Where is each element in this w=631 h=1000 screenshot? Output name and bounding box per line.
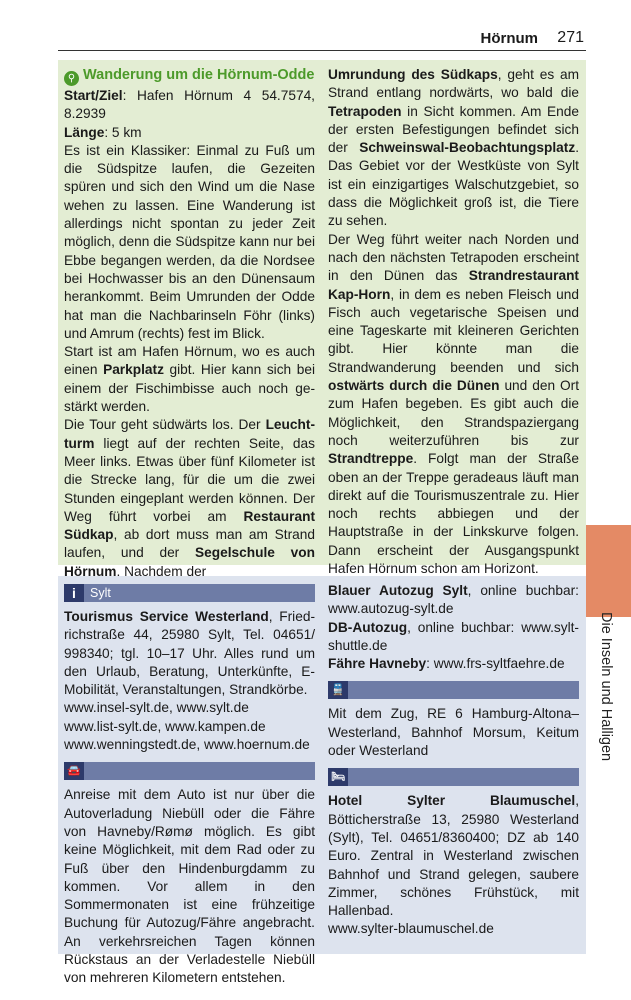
hotel-bar: [328, 768, 579, 786]
side-label-text: Die Inseln und Halligen: [598, 612, 614, 762]
ferry-entry: Fähre Havneby: www.frs-syltfaehre.de: [328, 656, 565, 672]
hotel-entry: Hotel Sylter Blaumuschel, Bötticherstraße 13, 25980 Westerland (Sylt), Tel. 04651/8360400; DZ ab 140 Euro. Zentral in Westerland zwischen Bahnhof und Strand gelegen, saubere Zimmer, schönes Frühstück, mit Hallenbad.: [328, 793, 579, 919]
sylt-bar: [64, 584, 315, 602]
walk-length: [64, 124, 315, 142]
car-text: Anreise mit dem Auto ist nur über die Autoverladung Niebüll oder die Fähre von Havneby/Rømø möglich. Es gibt keine Möglichkeit, mit dem Rad oder zu Fuß über den Hindenburgdamm zu kommen. Vor allem in den Sommermonaten ist eine frühzeitige Buchung für Autozug/Fähre angebracht. An verkehrsreichen Tagen können Rückstaus an der Verladestelle Niebüll von mehreren Kilometern entstehen.: [64, 787, 315, 986]
walk-paragraph-3-cont: Umrundung des Südkaps, geht es am Strand entlang nordwärts, wo bald die Tetrapoden in Sicht kommen. Am Ende der ersten Befestigungen befindet sich der Schweinswal-Beobachtungsplatz. Das Gebiet vor der Westküste von Sylt ist ein einzigartiges Walschutzgebiet, so dass die Möglichkeit groß ist, die Tiere zu sehen.: [328, 67, 579, 229]
start-value: : Hafen Hörnum 4 54.7574, 8.2939: [64, 88, 315, 122]
train-text: Mit dem Zug, RE 6 Hamburg-Altona–Westerland, Bahnhof Morsum, Keitum oder Westerland: [328, 706, 579, 759]
db-entry: DB-Autozug, online buchbar: www.sylt-shuttle.de: [328, 619, 579, 653]
page-number: 271: [557, 29, 584, 46]
walk-column-left: [64, 66, 315, 581]
walk-paragraph-1: Es ist ein Klassiker: Einmal zu Fuß um die Südspitze laufen, die Gezeiten spüren und sich den Wind um die Nase wehen zu lassen. Eine Wanderung ist allerdings nicht spontan zu jeder Zeit möglich, denn die Südspitze kann nur bei Ebbe begangen werden, da die Nordsee bei Hochwasser bis an den Dünensaum herankommt. Beim Umrunden der Odde hat man die Nachbarinseln Föhr (links) und Amrum (rechts) fest im Blick.: [64, 142, 315, 341]
hotel-link[interactable]: www.sylter-blaumuschel.de: [328, 921, 494, 937]
walk-column-right: [328, 66, 579, 578]
train-bar: [328, 681, 579, 699]
side-label: [591, 612, 621, 872]
walk-paragraph-2: Start ist am Hafen Hörnum, wo es auch einen Parkplatz gibt. Hier kann sich bei einem der Fischimbisse auch noch gestärkt werden.: [64, 344, 315, 415]
train-icon: 🚆: [328, 681, 348, 699]
length-value: : 5 km: [104, 124, 142, 140]
start-label: Start/Ziel: [64, 88, 123, 103]
walk-title: [64, 66, 315, 86]
length-label: Länge: [64, 124, 105, 140]
info-column-right: [328, 582, 579, 939]
walk-start: [64, 87, 315, 124]
walking-icon: ⚲: [64, 71, 79, 86]
tourism-link-2[interactable]: www.list-sylt.de, www.kampen.de: [64, 718, 266, 734]
car-icon: 🚘: [64, 762, 84, 780]
walk-title-text: Wanderung um die Hörnum-Odde: [83, 67, 315, 83]
tourism-link-1[interactable]: www.insel-sylt.de, www.sylt.de: [64, 700, 249, 716]
section-title: Hörnum: [480, 30, 538, 47]
walk-paragraph-3: Die Tour geht südwärts los. Der Leuchtturm liegt auf der rechten Seite, das Meer links. Etwas über fünf Kilometer ist die Strecke lang, für die um die zwei Stunden eingeplant werden können. Der Weg führt vorbei am Restaurant Südkap, ab dort muss man am Strand laufen, und der Segelschule von Hörnum. Nachdem der: [64, 417, 315, 579]
info-icon: i: [64, 584, 84, 602]
info-column-left: [64, 582, 315, 988]
tourism-link-3[interactable]: www.wenningstedt.de, www.hoernum.de: [64, 737, 310, 753]
car-bar: [64, 762, 315, 780]
autozug-entry: Blauer Autozug Sylt, online buchbar: www.autozug-sylt.de: [328, 583, 579, 617]
chapter-tab: [586, 525, 631, 617]
page-header: [58, 28, 586, 51]
tourism-entry: Tourismus Service Westerland, Friedrichstraße 44, 25980 Sylt, Tel. 04651/ 998340; tgl. 10–17 Uhr. Alles rund um den Urlaub, Beratung, Unterkünfte, E-Mobilität, Veranstaltungen, Strandkörbe.: [64, 609, 316, 698]
bed-icon: 🛏: [328, 768, 348, 786]
sylt-bar-label: Sylt: [90, 586, 111, 600]
walk-paragraph-4: Der Weg führt weiter nach Norden und nach den nächsten Tetrapoden erscheint in den Dünen das Strandrestaurant Kap-Horn, in dem es neben Fleisch und Fisch auch vegetarische Speisen und eine Tageskarte mit kleineren Gerichten gibt. Hier könnte man die Strandwanderung beenden und sich ostwärts durch die Dünen und den Ort zum Hafen begeben. Es gibt auch die Möglichkeit, den Strandspaziergang noch weiterzuführen bis zur Strandtreppe. Folgt man der Straße oben an der Treppe geradeaus läuft man direkt auf die Tourismuszentrale zu. Hier noch rechts abbiegen und der Hauptstraße in der Linkskurve folgen. Dann erscheint der Ausgangspunkt Hafen Hörnum schon am Horizont.: [328, 231, 580, 577]
